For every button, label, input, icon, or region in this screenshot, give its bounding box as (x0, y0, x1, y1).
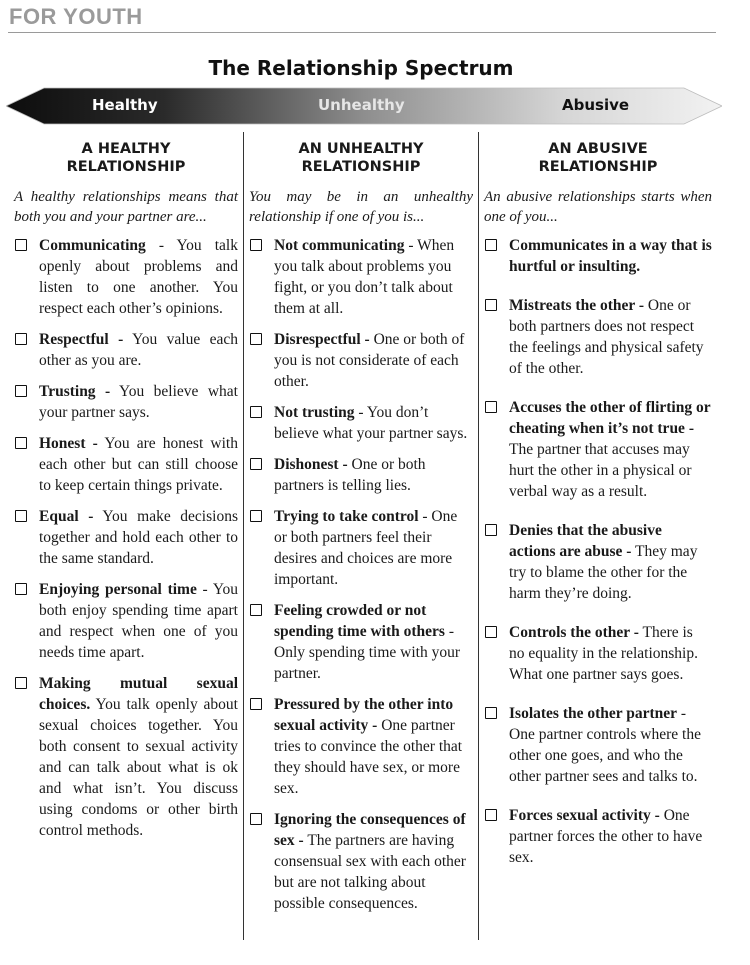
list-item: Feeling crowded or not spending time with others - Only spending time with your partner. (249, 600, 473, 684)
spectrum-label-abusive: Abusive (562, 96, 630, 114)
spectrum-label-healthy: Healthy (92, 96, 158, 114)
list-item: Not trusting - You don’t believe what your partner says. (249, 402, 473, 444)
list-item: Equal - You make decisions together and hold each other to the same standard. (14, 506, 238, 569)
abusive-column (484, 140, 712, 878)
list-item: Isolates the other partner - One partner controls where the other one goes, and who the other partner sees and talks to. (484, 703, 712, 787)
list-item: Not communicating - When you talk about problems you fight, or you don’t talk about them at all. (249, 235, 473, 319)
spectrum-label-unhealthy: Unhealthy (318, 96, 405, 114)
section-label: FOR YOUTH (9, 4, 143, 29)
column-divider-2 (478, 132, 479, 940)
checkbox-square-icon (250, 813, 262, 825)
list-item: Trying to take control - One or both partners feel their desires and choices are more important. (249, 506, 473, 590)
list-item: Disrespectful - One or both of you is not considerate of each other. (249, 329, 473, 392)
checkbox-square-icon (250, 510, 262, 522)
page-title: The Relationship Spectrum (208, 56, 514, 80)
list-item: Trusting - You believe what your partner says. (14, 381, 238, 423)
list-item: Communicates in a way that is hurtful or insulting. (484, 235, 712, 277)
list-item: Honest - You are honest with each other but can still choose to keep certain things private. (14, 433, 238, 496)
column-intro: You may be in an unhealthy relationship if one of you is... (249, 189, 473, 225)
checkbox-square-icon (15, 385, 27, 397)
column-heading: AN UNHEALTHY RELATIONSHIP (298, 141, 424, 175)
checkbox-square-icon (485, 707, 497, 719)
column-intro: A healthy relationships means that both you and your partner are... (14, 189, 238, 225)
list-item: Forces sexual activity - One partner forces the other to have sex. (484, 805, 712, 868)
checkbox-square-icon (250, 333, 262, 345)
checkbox-square-icon (485, 401, 497, 413)
checkbox-square-icon (15, 510, 27, 522)
checkbox-square-icon (485, 524, 497, 536)
checkbox-square-icon (485, 239, 497, 251)
checkbox-square-icon (15, 333, 27, 345)
column-heading: A HEALTHY RELATIONSHIP (66, 141, 186, 175)
list-item: Controls the other - There is no equality in the relationship. What one partner says goes. (484, 622, 712, 685)
checkbox-square-icon (250, 698, 262, 710)
checkbox-square-icon (15, 239, 27, 251)
list-item: Accuses the other of flirting or cheating when it’s not true - The partner that accuses may hurt the other in a physical or verbal way as a result. (484, 397, 712, 502)
healthy-column (14, 140, 238, 851)
list-item: Enjoying personal time - You both enjoy spending time apart and respect when one of you needs time apart. (14, 579, 238, 663)
list-item: Dishonest - One or both partners is telling lies. (249, 454, 473, 496)
list-item: Pressured by the other into sexual activity - One partner tries to convince the other that they should have sex, or more sex. (249, 694, 473, 799)
list-item: Making mutual sexual choices. You talk openly about sexual choices together. You both consent to sexual activity and can talk about what is ok and what isn’t. You discuss using condoms or other birth control methods. (14, 673, 238, 841)
list-item: Denies that the abusive actions are abuse - They may try to blame the other for the harm they’re doing. (484, 520, 712, 604)
column-divider-1 (243, 132, 244, 940)
list-item: Respectful - You value each other as you are. (14, 329, 238, 371)
checkbox-square-icon (485, 809, 497, 821)
checkbox-square-icon (15, 437, 27, 449)
unhealthy-column (249, 140, 473, 924)
checkbox-square-icon (250, 406, 262, 418)
checkbox-square-icon (250, 604, 262, 616)
column-intro: An abusive relationships starts when one of you... (484, 189, 712, 225)
list-item: Ignoring the consequences of sex - The partners are having consensual sex with each other but are not talking about possible consequences. (249, 809, 473, 914)
header-rule (8, 32, 716, 33)
checkbox-square-icon (485, 299, 497, 311)
checkbox-square-icon (15, 677, 27, 689)
checkbox-square-icon (250, 458, 262, 470)
checkbox-square-icon (15, 583, 27, 595)
list-item: Mistreats the other - One or both partners does not respect the feelings and physical safety of the other. (484, 295, 712, 379)
list-item: Communicating - You talk openly about problems and listen to one another. You respect each other’s opinions. (14, 235, 238, 319)
checkbox-square-icon (485, 626, 497, 638)
column-heading: AN ABUSIVE RELATIONSHIP (538, 141, 658, 175)
checkbox-square-icon (250, 239, 262, 251)
